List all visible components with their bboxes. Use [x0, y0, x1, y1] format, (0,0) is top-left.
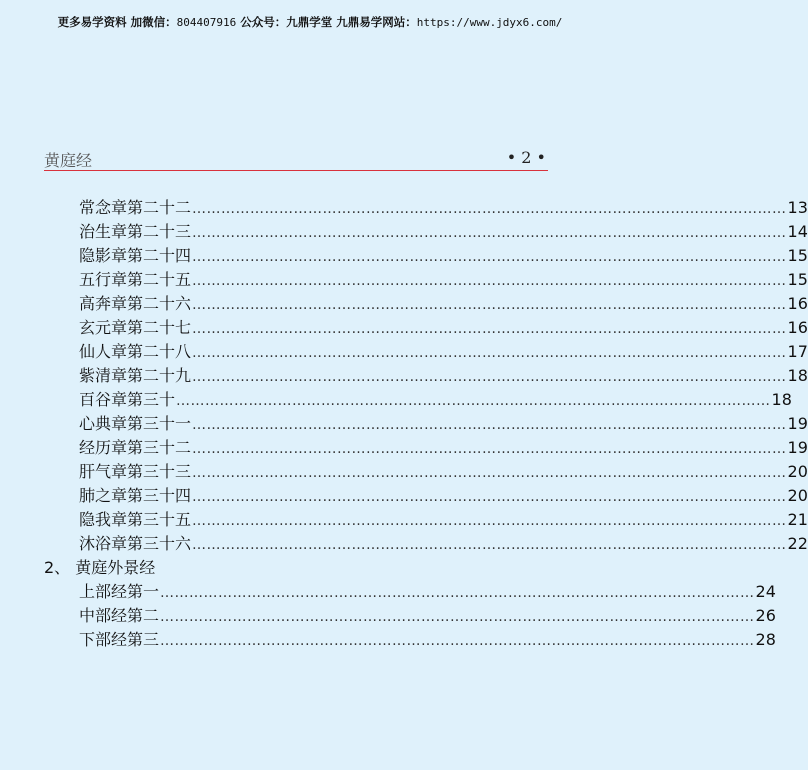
toc-entry-page: 19 — [787, 414, 808, 433]
toc-entry[interactable] — [79, 460, 808, 484]
toc-entry[interactable] — [79, 196, 808, 220]
toc-entry[interactable] — [79, 532, 808, 556]
toc-entry[interactable] — [79, 388, 792, 412]
banner-url[interactable]: https://www.jdyx6.com/ — [416, 16, 563, 29]
toc-entry-title: 上部经第一 — [79, 582, 160, 601]
toc-entry[interactable] — [79, 292, 808, 316]
toc-entry-title: 高奔章第二十六 — [79, 294, 192, 313]
toc-entry[interactable] — [79, 604, 776, 628]
toc-entry-page: 28 — [755, 630, 776, 649]
toc-entry-title: 中部经第二 — [79, 606, 160, 625]
toc-entry[interactable] — [79, 436, 808, 460]
toc-entry-page: 22 — [787, 534, 808, 553]
toc-entry-title: 玄元章第二十七 — [79, 318, 192, 337]
toc-leader: …………………………………………………………………………………………………………… — [192, 513, 787, 529]
toc-leader: …………………………………………………………………………………………………………… — [192, 537, 787, 553]
toc-section-heading[interactable] — [44, 556, 547, 580]
toc-entry-page: 16 — [787, 294, 808, 313]
toc-entry-title: 隐我章第三十五 — [79, 510, 192, 529]
toc-entry-title: 紫清章第二十九 — [79, 366, 192, 385]
toc-entry[interactable] — [79, 340, 808, 364]
toc-leader: …………………………………………………………………………………………………………… — [192, 369, 787, 385]
toc-leader: …………………………………………………………………………………………………………… — [192, 273, 787, 289]
top-banner — [0, 14, 620, 30]
page-header — [44, 148, 548, 171]
toc-entry-page: 13 — [787, 198, 808, 217]
toc-entry[interactable] — [79, 628, 776, 652]
toc-leader: …………………………………………………………………………………………………………… — [160, 633, 755, 649]
toc-entry-title: 经历章第三十二 — [79, 438, 192, 457]
toc-entry-page: 24 — [755, 582, 776, 601]
toc-leader: …………………………………………………………………………………………………………… — [192, 441, 787, 457]
toc-entry[interactable] — [79, 484, 808, 508]
toc-entry[interactable] — [79, 268, 808, 292]
toc-entry-page: 15 — [787, 270, 808, 289]
toc-entry[interactable] — [79, 364, 808, 388]
toc-entry-title: 五行章第二十五 — [79, 270, 192, 289]
toc-leader: …………………………………………………………………………………………………………… — [192, 201, 787, 217]
toc-entry-page: 15 — [787, 246, 808, 265]
toc-leader: …………………………………………………………………………………………………………… — [192, 489, 787, 505]
toc-leader: …………………………………………………………………………………………………………… — [192, 465, 787, 481]
toc-entry[interactable] — [79, 580, 776, 604]
toc-entry-title: 肝气章第三十三 — [79, 462, 192, 481]
toc-leader: …………………………………………………………………………………………………………… — [176, 393, 771, 409]
toc-entry-page: 17 — [787, 342, 808, 361]
toc-leader: …………………………………………………………………………………………………………… — [160, 585, 755, 601]
toc-entry-title: 仙人章第二十八 — [79, 342, 192, 361]
toc-leader: …………………………………………………………………………………………………………… — [192, 417, 787, 433]
banner-prefix: 更多易学资料 加微信： — [57, 15, 177, 29]
toc-leader: …………………………………………………………………………………………………………… — [192, 297, 787, 313]
toc-entry[interactable] — [79, 316, 808, 340]
toc-entry-title: 常念章第二十二 — [79, 198, 192, 217]
table-of-contents — [0, 196, 808, 652]
toc-entry-page: 14 — [787, 222, 808, 241]
toc-entry-page: 20 — [787, 486, 808, 505]
toc-entry-title: 隐影章第二十四 — [79, 246, 192, 265]
toc-entry[interactable] — [79, 244, 808, 268]
toc-entry-title: 沐浴章第三十六 — [79, 534, 192, 553]
toc-entry-title: 肺之章第三十四 — [79, 486, 192, 505]
toc-entry[interactable] — [79, 508, 808, 532]
toc-entry-page: 18 — [787, 366, 808, 385]
toc-entry-title: 治生章第二十三 — [79, 222, 192, 241]
banner-wechat: 804407916 — [176, 16, 237, 29]
toc-leader: …………………………………………………………………………………………………………… — [192, 225, 787, 241]
toc-entry-page: 18 — [771, 390, 792, 409]
banner-mid: 公众号：九鼎学堂 九鼎易学网站： — [236, 15, 417, 29]
toc-entry-title: 心典章第三十一 — [79, 414, 192, 433]
toc-entry-page: 16 — [787, 318, 808, 337]
toc-leader: …………………………………………………………………………………………………………… — [192, 345, 787, 361]
toc-leader: …………………………………………………………………………………………………………… — [192, 321, 787, 337]
toc-leader: …………………………………………………………………………………………………………… — [160, 609, 755, 625]
toc-entry[interactable] — [79, 220, 808, 244]
toc-entry-page: 19 — [787, 438, 808, 457]
page-number: • 2 • — [506, 148, 546, 167]
toc-entry-page: 21 — [787, 510, 808, 529]
toc-entry[interactable] — [79, 412, 808, 436]
toc-entry-page: 20 — [787, 462, 808, 481]
book-title: 黄庭经 — [44, 151, 93, 170]
toc-section-title: 2、 黄庭外景经 — [44, 558, 156, 577]
toc-leader: …………………………………………………………………………………………………………… — [192, 249, 787, 265]
toc-entry-title: 百谷章第三十 — [79, 390, 176, 409]
toc-entry-page: 26 — [755, 606, 776, 625]
toc-entry-title: 下部经第三 — [79, 630, 160, 649]
